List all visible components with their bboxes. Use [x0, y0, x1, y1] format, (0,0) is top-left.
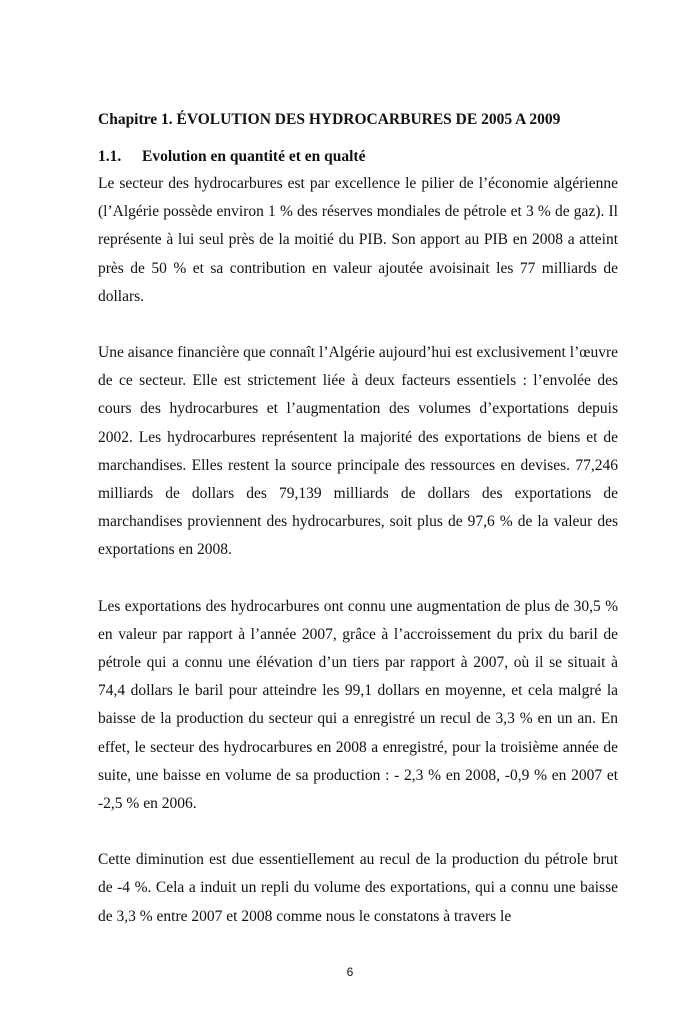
paragraph-3: Les exportations des hydrocarbures ont connu une augmentation de plus de 30,5 % en valeur par rapport à l’année 2007, grâce à l’accroissement du prix du baril de pétrole qui a connu une élévation d’un tiers par rapport à 2007, où il se situait à 74,4 dollars le baril pour atteindre les 99,1 dollars en moyenne, et cela malgré la baisse de la production du secteur qui a enregistré un recul de 3,3 % en un an. En effet, le secteur des hydrocarbures en 2008 a enregistré, pour la troisième année de suite, une baisse en volume de sa production : - 2,3 % en 2008, -0,9 % en 2007 et -2,5 % en 2006.: [98, 597, 618, 813]
paragraph-1: Le secteur des hydrocarbures est par excellence le pilier de l’économie algérienne (l’Algérie possède environ 1 % des réserves mondiales de pétrole et 3 % de gaz). Il représente à lui seul près de la moitié du PIB. Son apport au PIB en 2008 a atteint près de 50 % et sa contribution en valeur ajoutée avoisinait les 77 milliards de dollars.: [98, 175, 618, 305]
section-number: 1.1.: [98, 148, 122, 165]
page-number: 6: [346, 965, 354, 979]
document-page: [98, 108, 618, 959]
chapter-title: Chapitre 1. ÉVOLUTION DES HYDROCARBURES DE 2005 A 2009: [98, 111, 561, 128]
paragraph-4: Cette diminution est due essentiellement au recul de la production du pétrole brut de -4 %. Cela a induit un repli du volume des exportations, qui a connu une baisse de 3,3 % entre 2007 et 2008 comme nous le constatons à travers le: [98, 851, 618, 925]
paragraph-2: Une aisance financière que connaît l’Algérie aujourd’hui est exclusivement l’œuvre de ce secteur. Elle est strictement liée à deux facteurs essentiels : l’envolée des cours des hydrocarbures et l’augmentation des volumes d’exportations depuis 2002. Les hydrocarbures représentent la majorité des exportations de biens et de marchandises. Elles restent la source principale des ressources en devises. 77,246 milliards de dollars des 79,139 milliards de dollars des exportations de marchandises proviennent des hydrocarbures, soit plus de 97,6 % de la valeur des exportations en 2008.: [98, 344, 618, 559]
section-heading: [98, 144, 618, 170]
section-title: Evolution en quantité et en qualté: [142, 148, 366, 165]
